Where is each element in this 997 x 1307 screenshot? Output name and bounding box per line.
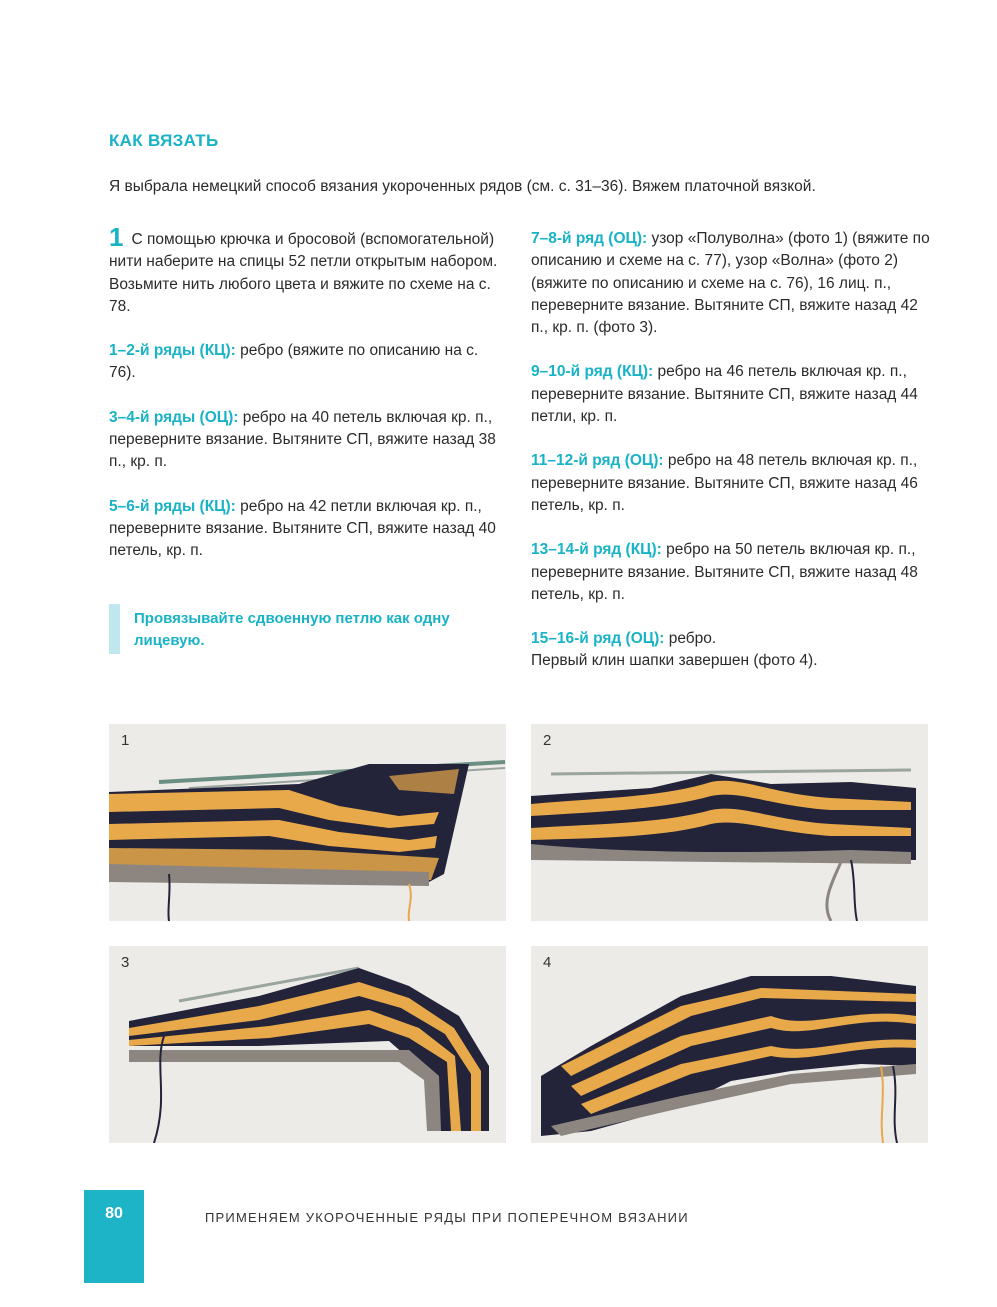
photo-number: 4 [543,954,552,971]
row-label: 9–10-й ряд (КЦ): [531,363,654,381]
tip-text: Провязывайте сдвоенную петлю как одну лицевую. [134,610,450,649]
row-text: ребро на 50 петель включая кр. п., переверните вязание. Вытяните СП, вяжите назад 48 петель, кр. п. [531,541,918,603]
photo-2 [531,724,928,921]
step-paragraph [109,222,509,318]
row-instruction [109,340,509,385]
row-label: 13–14-й ряд (КЦ): [531,541,662,559]
row-instruction [109,496,509,563]
photo-4 [531,946,928,1143]
row-label: 5–6-й ряды (КЦ): [109,497,236,515]
step-number: 1 [109,222,124,252]
page-number: 80 [105,1205,123,1222]
left-column [109,222,509,585]
row-label: 7–8-й ряд (ОЦ): [531,230,648,247]
right-column [531,228,931,673]
row-text: ребро (вяжите по описанию на с. 76). [109,342,479,382]
step-text: С помощью крючка и бросовой (вспомогательной) нити наберите на спицы 52 петли открытым набором. Возьмите нить любого цвета и вяжите по схеме на с. 78. [109,231,498,315]
photo-3 [109,946,506,1143]
row-label: 1–2-й ряды (КЦ): [109,342,236,360]
row-text: ребро на 40 петель включая кр. п., переверните вязание. Вытяните СП, вяжите назад 38 п., кр. п. [109,408,496,471]
photo-1 [109,724,506,921]
row-instruction [109,407,509,474]
row-text: ребро на 48 петель включая кр. п., переверните вязание. Вытяните СП, вяжите назад 46 петель, кр. п. [531,452,918,514]
row-instruction [531,628,931,673]
photo-number: 1 [121,732,130,749]
row-text: ребро на 42 петли включая кр. п., переверните вязание. Вытяните СП, вяжите назад 40 петель, кр. п. [109,497,496,560]
final-note: Первый клин шапки завершен (фото 4). [531,652,818,670]
knitting-photo-3 [109,946,506,1143]
knitting-photo-2 [531,724,928,921]
knitting-photo-1 [109,724,506,921]
row-text: ребро на 46 петель включая кр. п., переверните вязание. Вытяните СП, вяжите назад 44 петли, кр. п. [531,363,918,426]
row-text: узор «Полуволна» (фото 1) (вяжите по описанию и схеме на с. 77), узор «Волна» (фото 2) (вяжите по описанию и схеме на с. 76), 16 лиц. п., переверните вязание. Вытяните СП, вяжите назад 42 п., кр. п. (фото 3). [531,230,930,337]
knitting-photo-4 [531,946,928,1143]
row-label: 15–16-й ряд (ОЦ): [531,630,665,648]
tip-box [109,604,509,654]
row-instruction [531,450,931,517]
section-title: КАК ВЯЗАТЬ [109,131,219,150]
running-title: ПРИМЕНЯЕМ УКОРОЧЕННЫЕ РЯДЫ ПРИ ПОПЕРЕЧНОМ ВЯЗАНИИ [205,1210,689,1225]
page-number-badge [84,1190,144,1283]
row-label: 11–12-й ряд (ОЦ): [531,452,664,470]
row-instruction [531,228,931,339]
photo-number: 2 [543,732,552,749]
row-text: ребро. [664,630,717,648]
row-instruction [531,539,931,606]
tip-accent-bar [109,604,120,654]
photo-number: 3 [121,954,130,971]
row-instruction [531,361,931,428]
row-label: 3–4-й ряды (ОЦ): [109,408,239,426]
intro-text: Я выбрала немецкий способ вязания укороченных рядов (см. с. 31–36). Вяжем платочной вязкой. [109,178,816,195]
